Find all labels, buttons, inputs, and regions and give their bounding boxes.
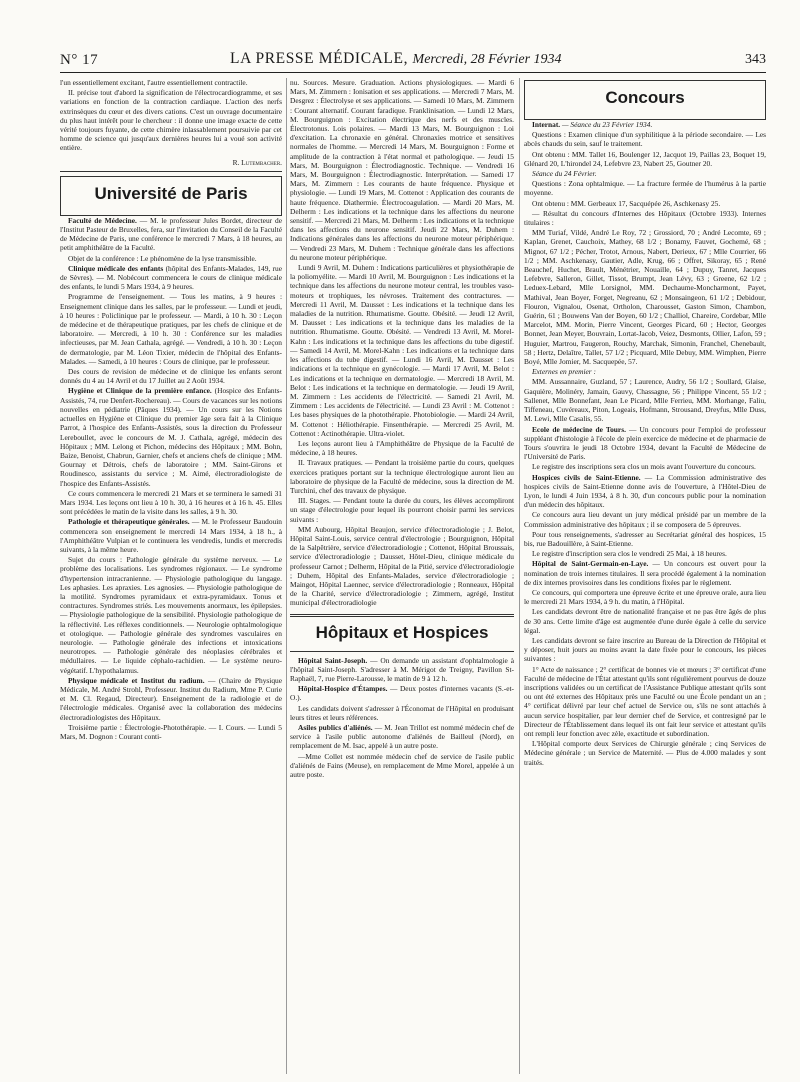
issue-number: N° 17 <box>60 52 99 68</box>
item-text: Questions : Examen clinique d'un syphilitique à la période secondaire. — Les abcès chauds du sein, sauf le traitement. <box>524 130 766 149</box>
item-heading: Faculté de Médecine. <box>68 215 137 225</box>
item-heading: Physique médicale et Institut du radium. <box>68 675 205 685</box>
news-item <box>60 386 282 516</box>
item-text: Questions : Zona ophtalmique. — La fracture fermée de l'humérus à la partie moyenne. <box>524 179 766 198</box>
news-item <box>524 559 766 766</box>
article-paragraph: l'un essentiellement excitant, l'autre essentiellement contractile. <box>60 78 248 87</box>
item-text: Des cours de revision de médecine et de clinique les enfants seront donnés du 4 au 14 Avril et du 17 Juillet au 2 Août 1934. <box>60 367 282 386</box>
item-text: — Résultat du concours d'Internes des Hôpitaux (Octobre 1933). Internes titulaires : <box>524 208 766 228</box>
item-text: MM. Aussannaire, Guzland, 57 ; Laurence, Audry, 56 1/2 ; Soullard, Glaise, Gaquière, Molinéry, Jamain, Gauvy, Chassagne, 56 ; Philippe Vincent, 55 1/2 ; Sallenet, Mlle Bonnefant, Jean Le Picard, Mlle Ferrieu, MM. Morhange, Faliu, Tiffeneau, Cuvéreaux, Piton, Logeais, Hofmann, Strousand, Dreyfus, Mlle Duss, M. Lewi, Mlle Casalis, 55. <box>524 377 766 424</box>
item-text: — (Chaire de Physique Médicale, M. André Strohl, Professeur. Institut du Radium, Mme P. Curie et M. Cl. Regaud, Directeur). Enseignement de la radiologie et de l'électrologie médicales. Organisé avec la collaboration des médecins électroradiologistes des Hôpitaux. <box>60 675 282 722</box>
news-item <box>524 473 766 559</box>
column-middle <box>290 78 514 1076</box>
item-text: Le registre d'inscription sera clos le vendredi 25 Mai, à 18 heures. <box>532 549 727 559</box>
item-text: —Mme Collet est nommée médecin chef de service de l'asile public d'aliénés de Fains (Meuse), en remplacement de Mme Morel, appelée à un autre poste. <box>290 751 514 780</box>
item-text: Ce cours commencera le mercredi 21 Mars et se terminera le samedi 31 Mars 1934. Les leçons ont lieu à 10 h. 30, à 16 heures et à 16 h. 45. Elles sont précédées le matin de la visite dans les salles, à 9 h. 30. <box>60 488 282 517</box>
article-paragraph: III. Stages. — Pendant toute la durée du cours, les élèves accompliront un stage d'électrologie pour lequel ils pourront choisir parmi les services suivants : <box>290 496 514 524</box>
item-heading: Hôpital Saint-Joseph. <box>298 655 368 665</box>
item-text: Ce concours aura lieu devant un jury médical présidé par un membre de la Commission administrative des hôpitaux ; il se composera de 5 épreuves. <box>524 510 766 529</box>
news-item <box>524 425 766 472</box>
item-text: Les candidats devront se faire inscrire au Bureau de la Direction de l'Hôpital et y déposer, huit jours au moins avant la date fixée pour le concours, les pièces suivantes : <box>524 635 766 664</box>
column-left <box>60 78 282 1076</box>
item-text: MM Turiaf, Vildé, André Le Roy, 72 ; Grossiord, 70 ; André Lecomte, 69 ; Kaplan, Grenet, Cauchoix, Mathey, 68 1/2 ; Bonamy, Fauvet, Gochemé, 68 ; Mignot, 67 1/2 ; Pécher, Trotot, Arnous, Nabert, Derieux, 67 ; Mlle Courrier, 66 1/2 ; MM. Aschkenasy, Gautier, Adle, Krug, 66 ; Offret, Sikoray, 65 ; René Beauchef, Huchet, Brault, Ménétrier, Nouaille, 64 ; Dupuy, Tanret, Jacques Lefebvre, Salleron, Gillet, Tissot, Brumpt, Jean Lévy, 63 ; Greene, 62 1/2 ; Leduex-Lebard, Mlle Lorsignol, MM. Dechaume-Moncharmont, Payet, Mathival, Jean Boyer, Forget, Negreanu, 62 ; Monsaingeon, 61 1/2 ; Debidour, Flouron, Vignalou, Osenat, Ortholon, Charousset, Gaston Simon, Chambon, Guérin, 61 ; Bouwens Van der Boyen, 60 1/2 ; Challiol, Chareire, Cordebar, Mlle Marcelot, MM. Morin, Pierre Vincent, Georges Picard, 60 ; Hector, Georges Bonnet, Jean Meyer, Bouvrain, Lortat-Jacob, Veiez, Desmonts, Ollier, Lafon, 59 ; Huguier, Martrou, Faugeron, Rouchy, Marchak, Simonin, Franchel, Chenebault, 58 ; Hertz, Delaître, Tallet, 57 1/2 ; Picquard, Mlle Debuy, MM. Wimphen, Pierre Boyé, Mlle Jomier, M. Sacquepée, 57. <box>524 228 766 367</box>
item-text: — M. le Professeur Baudouin commencera son enseignement le mercredi 14 Mars 1934, à 18 h., à l'Amphithéâtre Vulpian et le continuera les vendredis, lundis et mercredis suivants, à la même heure. <box>60 517 282 554</box>
article-paragraph: Les leçons auront lieu à l'Amphithéâtre de Physique de la Faculté de médecine, à 18 heures. <box>290 438 514 458</box>
item-heading: Ecole de médecine de Tours. <box>532 424 626 434</box>
column-right <box>524 78 766 1076</box>
item-text: — Un concours pour l'emploi de professeur suppléant d'histologie à l'école de plein exercice de médecine et de pharmacie de Tours s'ouvrira le jeudi 18 Octobre 1934, devant la Faculté de Médecine de l'Université de Paris. <box>524 424 766 462</box>
item-heading: Hôpital-Hospice d'Étampes. <box>298 684 388 694</box>
article-paragraph: II. précise tout d'abord la signification de l'électrocardiogramme, et ses variations en fonction de la contraction cardiaque. L'action des nerfs extrinsèques du cœur et des divers cations. C'est un ouvrage documentaire du plus haut intérêt pour le chercheur : il donne une image exacte de cette vérité toujours fuyante, de cette chimère inlassablement poursuivie par cet homme de science qui jusqu'aux dernières heures lui a voué son activité entière. <box>60 88 282 153</box>
item-text: Troisième partie : Électrologie-Photothérapie. — I. Cours. — Lundi 5 Mars, M. Dognon : Courant conti- <box>60 722 282 741</box>
item-text: Programme de l'enseignement. — Tous les matins, à 9 heures : Enseignement clinique dans les salles, par le professeur. — Lundi et jeudi, à 10 heures : Policlinique par le professeur. — Mardi, à 10 h. 30 : Leçon de médecine et de thérapeutique pratiques, par les chefs de clinique et de laboratoire. — Mercredi, à 10 h. 30 : Conférence sur les maladies infectieuses, par M. Jean Cathala, agrégé. — Vendredi, à 10 h. 30 : Leçon de dermatologie, par M. Léon Tixier, médecin de l'hôpital des Enfants-Malades. — Samedi, à 10 heures : Cours de clinique, par le professeur. <box>60 292 282 366</box>
item-heading: Internat. <box>532 120 561 129</box>
item-heading: Hospices civils de Saint-Etienne. <box>532 472 641 482</box>
news-item <box>60 264 282 386</box>
news-item <box>60 517 282 674</box>
item-text: Pour tous renseignements, s'adresser au Secrétariat général des hospices, 15 bis, rue Badouillère, à Saint-Etienne. <box>524 529 766 548</box>
item-text: Le registre des inscriptions sera clos un mois avant l'ouverture du concours. <box>532 462 756 472</box>
item-text: — M. le professeur Jules Bordet, directeur de l'Institut Pasteur de Bruxelles, fera, sur l'invitation du Conseil de la Faculté de Médecine de Paris, une conférence le mercredi 7 Mars, à 18 heures, au petit amphithéâtre de la Faculté. <box>60 215 282 253</box>
journal-masthead <box>230 50 562 68</box>
news-item <box>60 676 282 741</box>
item-text: Externes en premier : <box>532 367 596 377</box>
section-title: Université de Paris <box>94 183 248 203</box>
item-text: Ce concours, qui comportera une épreuve écrite et une épreuve orale, aura lieu le mercredi 21 Mars 1934, à 9 h. du matin, à l'Hôpital. <box>524 587 766 607</box>
section-divider <box>60 171 282 172</box>
item-text: L'Hôpital comporte deux Services de Chirurgie générale ; cinq Services de Médecine générale ; un Service de Maternité. — Plus de 4.000 malades y sont traités. <box>524 739 766 767</box>
item-text: — Deux postes d'internes vacants (S.-et-O.). <box>290 684 514 703</box>
item-heading: Hygiène et Clinique de la première enfance. <box>68 386 212 396</box>
article-paragraph: Lundi 9 Avril, M. Duhem : Indications particulières et physiothérapie de la poliomyélite. — Mardi 10 Avril, M. Bourguignon : Les indications et la technique dans les affections du neurone moteur central, les troubles vaso-moteurs et trophiques, les névroses. Traitement des contractures. — Mercredi 11 Avril, M. Dausset : Les indications et la technique dans les maladies de la nutrition. Rhumatisme. Goutte. Obésité. — Jeudi 12 Avril, M. Dausset : Les indications et la technique dans les maladies de la nutrition. Rhumatisme. Goutte. Obésité. — Vendredi 13 Avril, M. Morel-Kahn : Les indications et la technique dans les affections du tube digestif. — Samedi 14 Avril, M. Morel-Kahn : Les indications et la technique dans les affections du tube digestif. — Lundi 16 Avril, M. Dausset : Les indications et la technique en gynécologie. — Mardi 17 Avril, M. Belot : Les indications et la technique en dermatologie. — Mercredi 18 Avril, M. Belot : Les indications et la technique en dermatologie. — Jeudi 19 Avril, M. Zimmern : Les accidents de l'électricité. — Samedi 21 Avril, M. Zimmern : Les accidents de l'électricité. — Lundi 23 Avril : M. Cottenot : Les bases physiques de la photothérapie. Photobiologie. — Mardi 24 Avril, M. Cottenot : Héliothérapie. Finsenthérapie. — Mercredi 25 Avril, M. Cottenot : Actinothérapie. Ultra-violet. <box>290 263 514 438</box>
item-text: — M. Jean Trillot est nommé médecin chef de service à l'asile public autonome d'aliénés de Bailleul (Nord), en remplacement de M. Isac, appelé à un autre poste. <box>290 723 514 751</box>
issue-date: Mercredi, 28 Février 1934 <box>412 52 562 67</box>
news-item <box>290 684 514 722</box>
item-text: Objet de la conférence : Le phénomène de la lyse transmissible. <box>68 253 257 263</box>
page-header <box>60 50 766 73</box>
item-heading: Clinique médicale des enfants <box>68 263 164 273</box>
column-divider <box>519 78 520 1074</box>
item-text: Sujet du cours : Pathologie générale du système nerveux. — Le problème des localisations. Les syndromes régionaux. — Le syndrome d'hypertension intracranienne. — Physiologie pathologique du langage. Les aphasies. Les apraxies. Les agnosies. — Physiologie pathologique de la motilité. Syndromes pyramidaux et extra-pyramidaux. Tonus et contractures. Syndromes striés. Les mouvements anormaux, les épilepsies. — Physiologie pathologique de la sensibilité. Physiologie pathologique de la réflectivité. Les réflexes conditionnels. — Neurologie ophtalmologique et otologique. — Pathologie générale des syndromes vasculaires en neurologie. — Pathologie générale des infections et intoxications neurotropes. — Pathologie générale des néoplasies cérébrales et médullaires. — Le liquide céphalo-rachidien. — Le système neuro-végétatif. L'hypothalamus. <box>60 555 282 675</box>
author-signature: R. Lutembacher. <box>232 157 282 167</box>
news-item <box>524 120 766 424</box>
item-text: Les candidats devront être de nationalité française et ne pas être âgés de plus de 30 ans. Cette limite d'âge est augmentée d'une durée égale à celle du service légal. <box>524 607 766 635</box>
section-title: Hôpitaux et Hospices <box>315 622 489 642</box>
item-text: Ont obtenu : MM. Gerbeaux 17, Sacquépée 26, Aschkenasy 25. <box>532 198 721 208</box>
item-text: Séance du 24 Février. <box>532 169 597 179</box>
item-text: (hôpital des Enfants-Malades, 149, rue de Sèvres). — M. Nobécourt commencera le cours de clinique médicale des enfants, le lundi 5 Mars 1934, à 9 heures. <box>60 263 282 292</box>
section-title-box <box>60 176 282 216</box>
item-heading: Asiles publics d'aliénés. <box>298 723 373 732</box>
article-paragraph: nu. Sources. Mesure. Graduation. Actions physiologiques. — Mardi 6 Mars, M. Zimmern : Ionisation et ses applications. — Mercredi 7 Mars, M. Desgrez : Électrolyse et ses applications. — Samedi 10 Mars, M. Zimmern : Courant alternatif. Courant faradique. Franklinisation. — Lundi 12 Mars, M. Bourguignon : Excitation électrique des nerfs et des muscles. Électrotonus. Lois polaires. — Mardi 13 Mars, M. Bourguignon : Loi d'excitation. La chronaxie en général. Chronaxies motrice et sensitives normales de l'homme. — Mercredi 14 Mars, M. Bourguignon : Forme et amplitude de la contraction à l'état normal et pathologique. — Jeudi 15 Mars, M. Bourguignon : Électrodiagnostic. Technique. — Vendredi 16 Mars, M. Bourguignon : Électrodiagnostic. Interprétation. — Samedi 17 Mars, M. Zimmern : Les courants de haute fréquence. Physique et physiologie. — Lundi 19 Mars, M. Cottenot : Application des courants de haute fréquence. Diathermie. Électrocoagulation. — Mardi 20 Mars, M. Delherm : Les indications et la technique dans les affections du neurone sensitif. — Mercredi 21 Mars, M. Delherm : Les indications et la technique dans les affections du neurone sensitif. Jeudi 22 Mars, M. Duhem : Indications générales dans les affections du neurone moteur périphérique. — Vendredi 23 Mars, M. Duhem : Technique générale dans les affections du neurone moteur périphérique. <box>290 78 514 262</box>
item-text: Ont obtenu : MM. Tallet 16, Boulenger 12, Jacquot 19, Paillas 23, Boquet 19, Glénard 20, L'hirondel 24, Lefebvre 23, Nabert 25, Goutner 20. <box>524 149 766 168</box>
section-divider <box>290 651 514 652</box>
page-number: 343 <box>745 52 766 67</box>
section-title-box <box>524 80 766 120</box>
article-paragraph: II. Travaux pratiques. — Pendant la troisième partie du cours, quelques exercices pratiques portant sur la technique électrologique auront lieu au laboratoire de physique de la Faculté de médecine, sous la direction de M. Turchini, chef des travaux de physique. <box>290 458 514 495</box>
item-heading: Pathologie et thérapeutique générales. <box>68 517 190 527</box>
section-divider <box>290 614 514 617</box>
column-divider <box>286 78 287 1074</box>
item-text: 1° Acte de naissance ; 2° certificat de bonnes vie et mœurs ; 3° certificat d'une Faculté de médecine de l'État attestant qu'ils sont régulièrement pourvus de douze inscriptions validées ou un certificat de l'Assistance Publique attestant qu'ils sont ou ont été externes des Hôpitaux près une Faculté ou une École pendant un an ; 4° certificat délivré par leur chef actuel de Service ou, s'ils ne sont attachés à aucun service hospitalier, par leur dernier chef de Service, et contresigné par le Directeur de l'Établissement dans lequel ils ont fait leur service et attestant qu'ils ont rempli leur fonction avec zèle, exactitude et subordination. <box>524 664 766 738</box>
news-item <box>290 723 514 779</box>
item-text: — La Commission administrative des hospices civils de Saint-Etienne donne avis de l'ouverture, à l'Hôtel-Dieu de Lyon, le lundi 4 Juin 1934, à 8 h. 30, d'un concours public pour la nomination d'un médecin des hôpitaux. <box>524 472 766 510</box>
news-item <box>290 656 514 684</box>
item-text: — On demande un assistant d'ophtalmologie à l'hôpital Saint-Joseph. S'adresser à M. Mérigot de Treigny, Pavillon St-Raphaël, 7, rue Pierre-Larousse, le matin de 9 à 12 h. <box>290 655 514 683</box>
article-paragraph: MM Aubourg, Hôpital Beaujon, service d'électroradiologie ; J. Belot, Hôpital Saint-Louis, service central d'électrologie ; Bourguignon, Hôpital de la Salpêtrière, service d'électroradiologie ; Cottenot, Hôpital Broussais, service d'électroradiologie ; Dausset, Hôtel-Dieu, clinique médicale du professeur Carnot ; Delherm, Hôpital de la Pitié, service d'électroradiologie ; Duhem, Hôpital des Enfants-Malades, service d'électroradiologie ; Maingot, Hôpital Laennec, service d'électroradiologie ; Ronneaux, Hôpital de la Charité, service d'électroradiologie ; Zimmern, agrégé, Institut municipal d'électroradiologie <box>290 524 514 608</box>
item-text: — Un concours est ouvert pour la nomination de trois internes titulaires. Il sera procédé également à la nomination de dix internes provisoires dans les conditions fixées par le règlement. <box>524 559 766 587</box>
item-text: Les candidats doivent s'adresser à l'Économat de l'Hôpital en produisant leurs titres et leurs références. <box>290 703 514 722</box>
section-title: Concours <box>605 88 685 107</box>
news-item <box>60 216 282 263</box>
item-heading: Hôpital de Saint-Germain-en-Laye. <box>532 559 649 569</box>
item-text: (Hospice des Enfants-Assistés, 74, rue Denfert-Rochereau). — Cours de vacances sur les notions nouvelles en pédiatrie (Pâques 1934). — Un cours sur les Notions actuelles en Hygiène et Clinique du premier âge sera fait à la Clinique Parrot, à l'hospice des Enfants-Assistés, sous la direction du Professeur Lereboullet, avec le concours de M. J. Cathala, agrégé, médecin des Hôpitaux ; MM. Lelong et Pichon, médecins des Hôpitaux ; MM. Bohn, Baize, Benoist, Chabrun, Garnier, chefs et anciens chefs de clinique ; MM. Gournay et Détrois, chefs de laboratoire ; MM. Saint-Girons et Roudinesco, assistants du service ; M. Aimé, électroradiologiste de l'hospice des Enfants-Assistés. <box>60 386 282 488</box>
journal-title: LA PRESSE MÉDICALE, <box>230 50 409 67</box>
item-text: — Séance du 23 Février 1934. <box>561 120 653 129</box>
